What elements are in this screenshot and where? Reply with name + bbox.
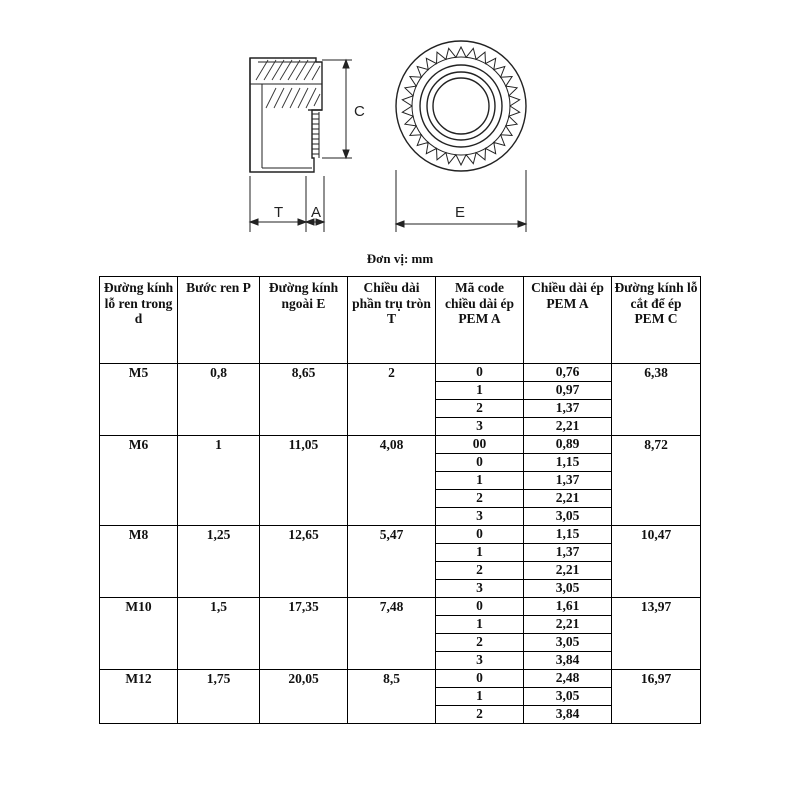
cell-press-length: 2,21 [524, 616, 612, 634]
cell-shank-length: 4,08 [348, 436, 436, 526]
cell-length-code: 0 [436, 364, 524, 382]
unit-label: Đơn vị: mm [366, 251, 434, 266]
spec-table [99, 276, 701, 724]
label-a: A [311, 204, 322, 221]
cell-press-length: 2,21 [524, 490, 612, 508]
table-row [100, 670, 701, 688]
cell-press-length: 0,97 [524, 382, 612, 400]
cell-hole-diameter: 8,72 [612, 436, 701, 526]
cell-hole-diameter: 10,47 [612, 526, 701, 598]
cell-press-length: 3,84 [524, 652, 612, 670]
cell-shank-length: 8,5 [348, 670, 436, 724]
cell-outer-diameter: 8,65 [260, 364, 348, 436]
cell-shank-length: 7,48 [348, 598, 436, 670]
cell-hole-diameter: 16,97 [612, 670, 701, 724]
cell-thread-size: M8 [100, 526, 178, 598]
dimension-c [322, 60, 352, 158]
cell-hole-diameter: 13,97 [612, 598, 701, 670]
header-c: Đường kính lỗ cắt để ép PEM C [612, 277, 701, 364]
cell-thread-size: M6 [100, 436, 178, 526]
cell-length-code: 0 [436, 670, 524, 688]
label-e: E [455, 204, 466, 221]
table-row [100, 364, 701, 382]
cell-thread-size: M10 [100, 598, 178, 670]
header-code: Mã code chiều dài ép PEM A [436, 277, 524, 364]
front-view [396, 41, 526, 171]
cell-press-length: 1,37 [524, 544, 612, 562]
cell-length-code: 3 [436, 508, 524, 526]
cell-press-length: 2,48 [524, 670, 612, 688]
cell-pitch: 1,75 [178, 670, 260, 724]
cell-length-code: 2 [436, 706, 524, 724]
table-row [100, 598, 701, 616]
knurl-teeth [312, 112, 319, 158]
cell-length-code: 2 [436, 562, 524, 580]
cell-press-length: 3,05 [524, 634, 612, 652]
cell-pitch: 1,5 [178, 598, 260, 670]
cell-length-code: 0 [436, 598, 524, 616]
cell-length-code: 1 [436, 544, 524, 562]
dimension-e [396, 170, 526, 232]
cell-length-code: 3 [436, 652, 524, 670]
cell-press-length: 2,21 [524, 418, 612, 436]
cell-length-code: 1 [436, 472, 524, 490]
cell-length-code: 2 [436, 490, 524, 508]
cell-pitch: 1 [178, 436, 260, 526]
cell-length-code: 3 [436, 418, 524, 436]
cell-outer-diameter: 12,65 [260, 526, 348, 598]
label-c: C [354, 103, 365, 120]
header-d: Đường kính lỗ ren trong d [100, 277, 178, 364]
header-t: Chiều dài phần trụ tròn T [348, 277, 436, 364]
cell-press-length: 1,15 [524, 526, 612, 544]
cell-length-code: 0 [436, 454, 524, 472]
cell-press-length: 1,37 [524, 400, 612, 418]
cell-length-code: 1 [436, 382, 524, 400]
cell-length-code: 1 [436, 616, 524, 634]
cell-length-code: 1 [436, 688, 524, 706]
header-e: Đường kính ngoài E [260, 277, 348, 364]
cell-press-length: 3,05 [524, 508, 612, 526]
cell-length-code: 2 [436, 400, 524, 418]
cell-press-length: 1,61 [524, 598, 612, 616]
cell-pitch: 0,8 [178, 364, 260, 436]
cell-press-length: 0,89 [524, 436, 612, 454]
cell-length-code: 3 [436, 580, 524, 598]
cell-outer-diameter: 20,05 [260, 670, 348, 724]
cell-outer-diameter: 17,35 [260, 598, 348, 670]
cell-length-code: 0 [436, 526, 524, 544]
side-view [250, 58, 322, 172]
cell-pitch: 1,25 [178, 526, 260, 598]
cell-hole-diameter: 6,38 [612, 364, 701, 436]
cell-shank-length: 2 [348, 364, 436, 436]
table-row [100, 436, 701, 454]
cell-length-code: 00 [436, 436, 524, 454]
cell-press-length: 2,21 [524, 562, 612, 580]
technical-drawing [0, 0, 800, 250]
cell-press-length: 3,05 [524, 580, 612, 598]
cell-shank-length: 5,47 [348, 526, 436, 598]
cell-press-length: 1,15 [524, 454, 612, 472]
header-p: Bước ren P [178, 277, 260, 364]
cell-press-length: 0,76 [524, 364, 612, 382]
cell-outer-diameter: 11,05 [260, 436, 348, 526]
cell-length-code: 2 [436, 634, 524, 652]
label-t: T [274, 204, 284, 221]
header-a: Chiều dài ép PEM A [524, 277, 612, 364]
cell-press-length: 1,37 [524, 472, 612, 490]
cell-thread-size: M12 [100, 670, 178, 724]
table-row [100, 526, 701, 544]
cell-press-length: 3,05 [524, 688, 612, 706]
header-row [100, 277, 701, 364]
cell-press-length: 3,84 [524, 706, 612, 724]
cell-thread-size: M5 [100, 364, 178, 436]
